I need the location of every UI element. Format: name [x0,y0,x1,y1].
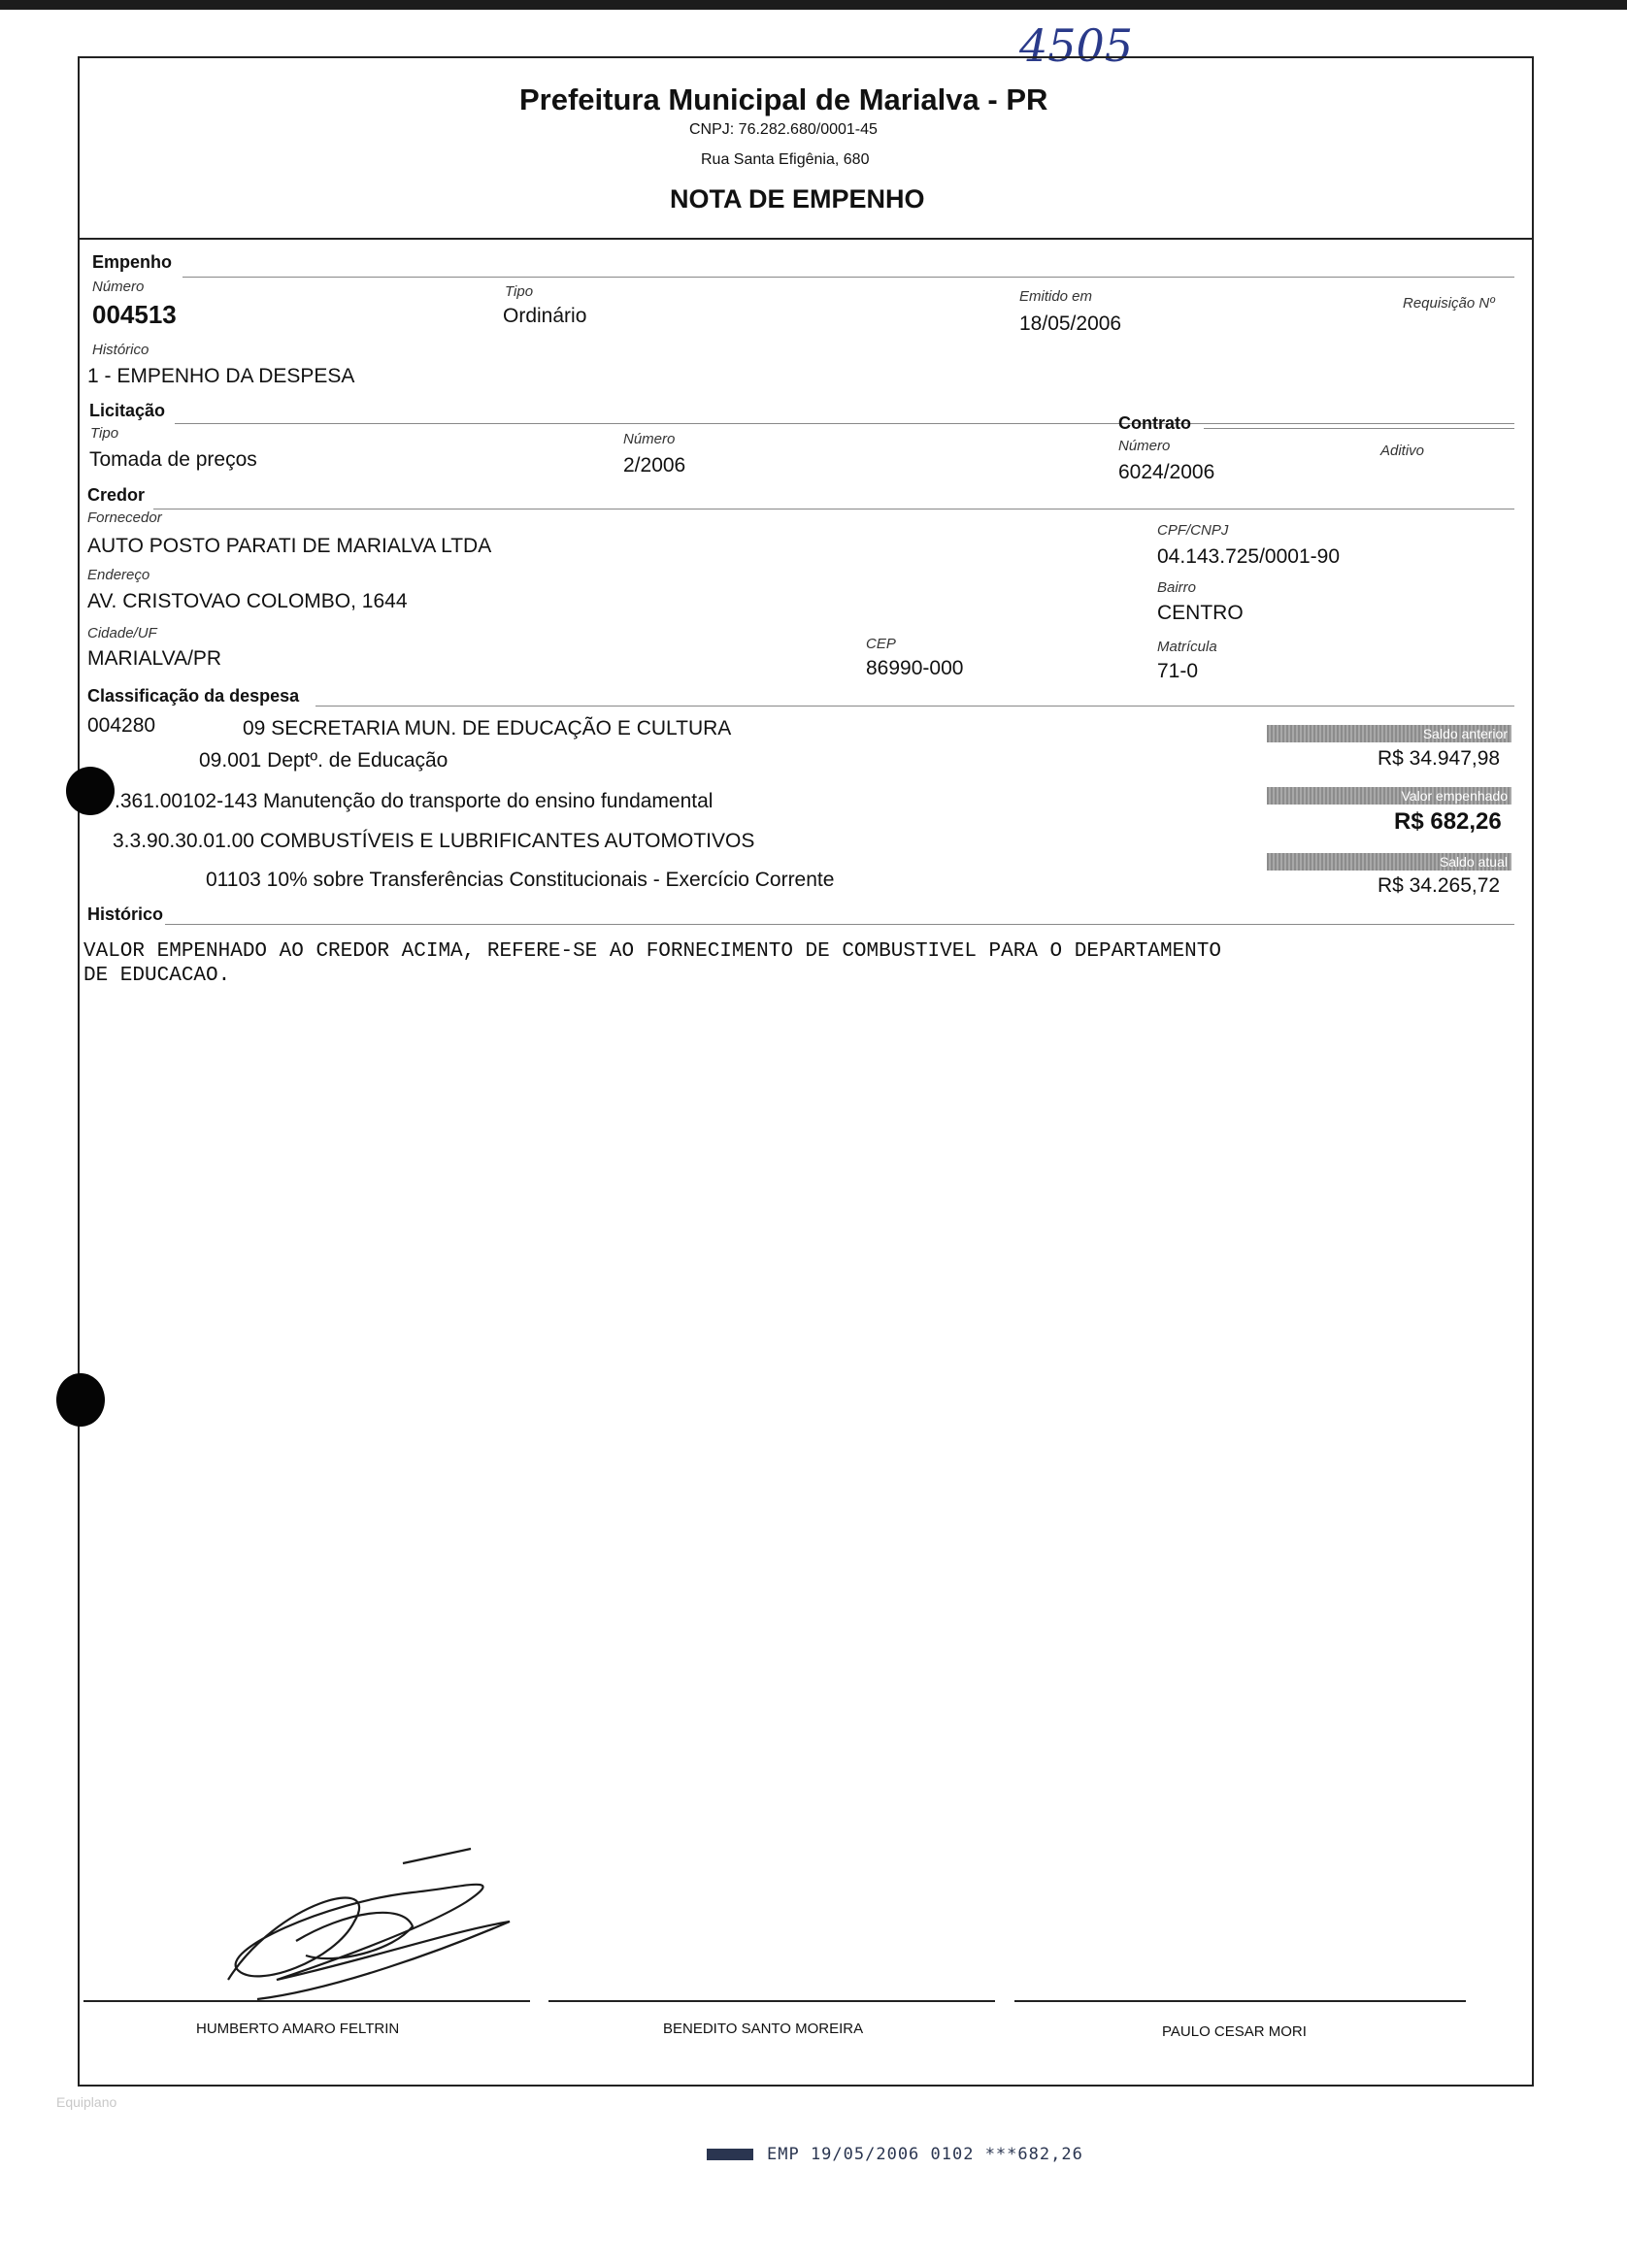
emitido-date: 18/05/2006 [1019,312,1122,335]
signature-line-2 [548,2000,995,2002]
licitacao-tipo: Tomada de preços [89,448,257,471]
cep-value: 86990-000 [866,657,964,679]
section-classificacao: Classificação da despesa [87,686,300,706]
stamp-mark-icon [707,2149,753,2160]
saldo-atual-value: R$ 34.265,72 [1378,874,1501,897]
classificacao-line-2: 09.001 Deptº. de Educação [199,749,448,772]
rule-empenho [183,277,1514,278]
label-aditivo: Aditivo [1380,443,1425,459]
label-cpf: CPF/CNPJ [1157,522,1229,539]
classificacao-line-1: 09 SECRETARIA MUN. DE EDUCAÇÃO E CULTURA [243,717,732,740]
label-cidade: Cidade/UF [87,625,157,641]
punch-hole-bottom [56,1373,105,1427]
document-title: NOTA DE EMPENHO [670,184,925,214]
historico-line-2: DE EDUCACAO. [83,965,231,987]
section-contrato: Contrato [1118,413,1191,433]
label-bairro: Bairro [1157,579,1197,596]
licitacao-numero: 2/2006 [623,454,686,477]
classificacao-line-5: 01103 10% sobre Transferências Constitucionais - Exercício Corrente [206,869,835,891]
header-separator [78,238,1532,240]
label-matricula: Matrícula [1157,639,1217,655]
punch-hole-top [66,767,115,815]
section-licitacao: Licitação [89,401,166,420]
contrato-numero: 6024/2006 [1118,461,1215,483]
endereco-value: AV. CRISTOVAO COLOMBO, 1644 [87,590,408,612]
fornecedor-name: AUTO POSTO PARATI DE MARIALVA LTDA [87,535,492,557]
valor-empenhado-value: R$ 682,26 [1394,808,1502,835]
saldo-anterior-value: R$ 34.947,98 [1378,747,1501,770]
document-frame [78,56,1534,2087]
bank-stamp [707,2145,1083,2164]
label-cep: CEP [866,636,896,652]
label-contrato-numero: Número [1118,438,1171,454]
label-fornecedor: Fornecedor [87,509,162,526]
valor-empenhado-label: Valor empenhado [1267,787,1511,805]
empenho-number: 004513 [92,300,177,329]
bairro-value: CENTRO [1157,602,1244,624]
signature-name-2: BENEDITO SANTO MOREIRA [663,2021,864,2037]
label-tipo: Tipo [505,283,534,300]
saldo-anterior-label: Saldo anterior [1267,725,1511,742]
rule-classificacao [315,706,1514,707]
handwritten-number: 4505 [1019,19,1134,72]
footer-brand: Equiplano [56,2094,117,2110]
signature-line-3 [1014,2000,1466,2002]
label-endereco: Endereço [87,567,150,583]
label-emitido: Emitido em [1019,288,1093,305]
classificacao-line-3: .361.00102-143 Manutenção do transporte do ensino fundamental [115,790,714,812]
cpf-value: 04.143.725/0001-90 [1157,545,1341,568]
address-header: Rua Santa Efigênia, 680 [701,151,870,168]
section-historico: Histórico [87,904,164,924]
label-licitacao-numero: Número [623,431,676,447]
scan-edge [0,0,1627,10]
label-licitacao-tipo: Tipo [90,425,119,442]
label-historico-empenho: Histórico [92,342,149,358]
cnpj-header: CNPJ: 76.282.680/0001-45 [689,121,878,138]
matricula-value: 71-0 [1157,660,1199,682]
signature-line-1 [83,2000,530,2002]
rule-licitacao [175,423,1514,424]
signature-name-3: PAULO CESAR MORI [1162,2023,1307,2040]
section-empenho: Empenho [92,252,173,272]
empenho-historico: 1 - EMPENHO DA DESPESA [87,365,355,387]
stamp-text: EMP 19/05/2006 0102 ***682,26 [767,2145,1083,2164]
classificacao-code: 004280 [87,714,156,737]
classificacao-line-4: 3.3.90.30.01.00 COMBUSTÍVEIS E LUBRIFICANTES AUTOMOTIVOS [113,830,755,852]
historico-line-1: VALOR EMPENHADO AO CREDOR ACIMA, REFERE-SE AO FORNECIMENTO DE COMBUSTIVEL PARA O DEPARTAMENTO [83,940,1221,963]
saldo-atual-label: Saldo atual [1267,853,1511,871]
page-title: Prefeitura Municipal de Marialva - PR [519,82,1048,116]
handwritten-signature [218,1844,529,2019]
section-credor: Credor [87,485,146,505]
rule-historico [165,924,1514,925]
cidade-value: MARIALVA/PR [87,647,222,670]
label-requisicao: Requisição Nº [1403,295,1495,312]
signature-name-1: HUMBERTO AMARO FELTRIN [196,2021,400,2037]
rule-contrato [1204,428,1514,429]
empenho-tipo: Ordinário [503,305,587,327]
label-numero: Número [92,279,145,295]
